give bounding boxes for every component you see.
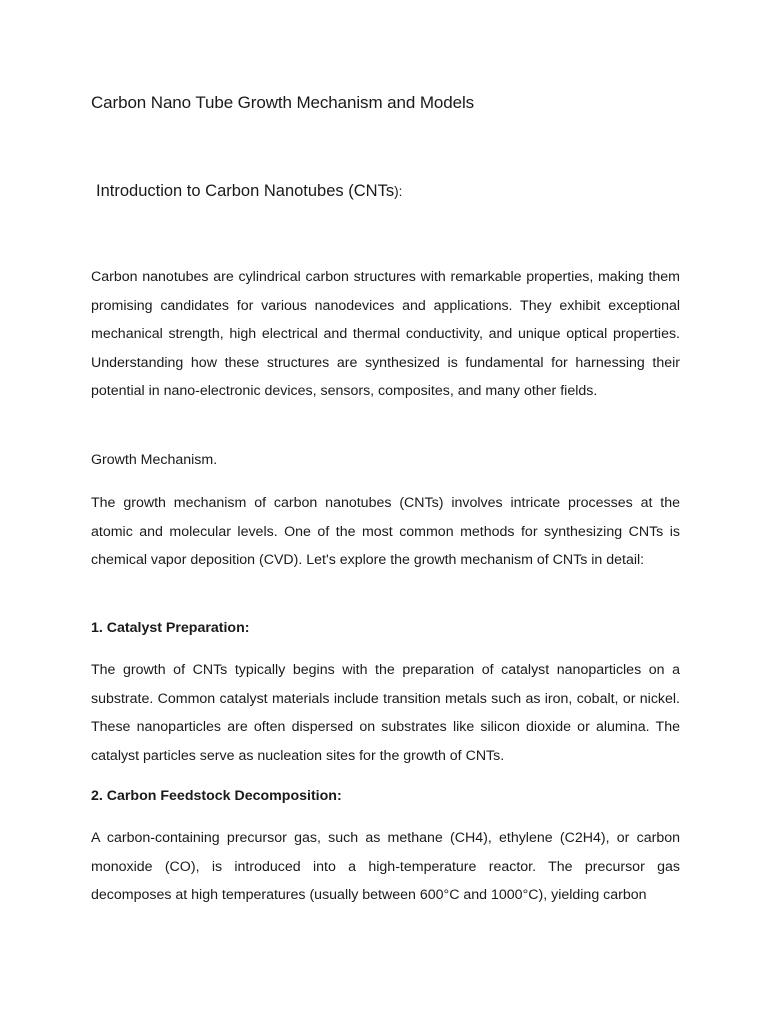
growth-mechanism-paragraph: The growth mechanism of carbon nanotubes (CNTs) involves intricate processes at the atomic and molecular levels. One of the most common methods for synthesizing CNTs is chemical vapor deposition (CVD). Let's explore the growth mechanism of CNTs in detail: bbox=[91, 495, 680, 568]
carbon-feedstock-heading: 2. Carbon Feedstock Decomposition: bbox=[91, 788, 342, 804]
document-title: Carbon Nano Tube Growth Mechanism and Models bbox=[91, 93, 475, 112]
growth-mechanism-heading: Growth Mechanism. bbox=[91, 452, 218, 468]
introduction-heading-tail: ): bbox=[394, 184, 403, 199]
catalyst-preparation-heading: 1. Catalyst Preparation: bbox=[91, 620, 250, 636]
introduction-heading-text: Introduction to Carbon Nanotubes (CNTs bbox=[96, 182, 395, 200]
carbon-feedstock-paragraph: A carbon-containing precursor gas, such as methane (CH4), ethylene (C2H4), or carbon monoxide (CO), is introduced into a high-temperature reactor. The precursor gas decomposes at high temperatures (usually between 600°C and 1000°C), yielding carbon bbox=[91, 830, 680, 903]
introduction-paragraph: Carbon nanotubes are cylindrical carbon structures with remarkable properties, making them promising candidates for various nanodevices and applications. They exhibit exceptional mechanical strength, high electrical and thermal conductivity, and unique optical properties. Understanding how these structures are synthesized is fundamental for harnessing their potential in nano-electronic devices, sensors, composites, and many other fields. bbox=[91, 269, 680, 399]
catalyst-preparation-paragraph: The growth of CNTs typically begins with the preparation of catalyst nanoparticles on a substrate. Common catalyst materials include transition metals such as iron, cobalt, or nickel. These nanoparticles are often dispersed on substrates like silicon dioxide or alumina. The catalyst particles serve as nucleation sites for the growth of CNTs. bbox=[91, 662, 680, 764]
introduction-heading bbox=[96, 182, 402, 201]
